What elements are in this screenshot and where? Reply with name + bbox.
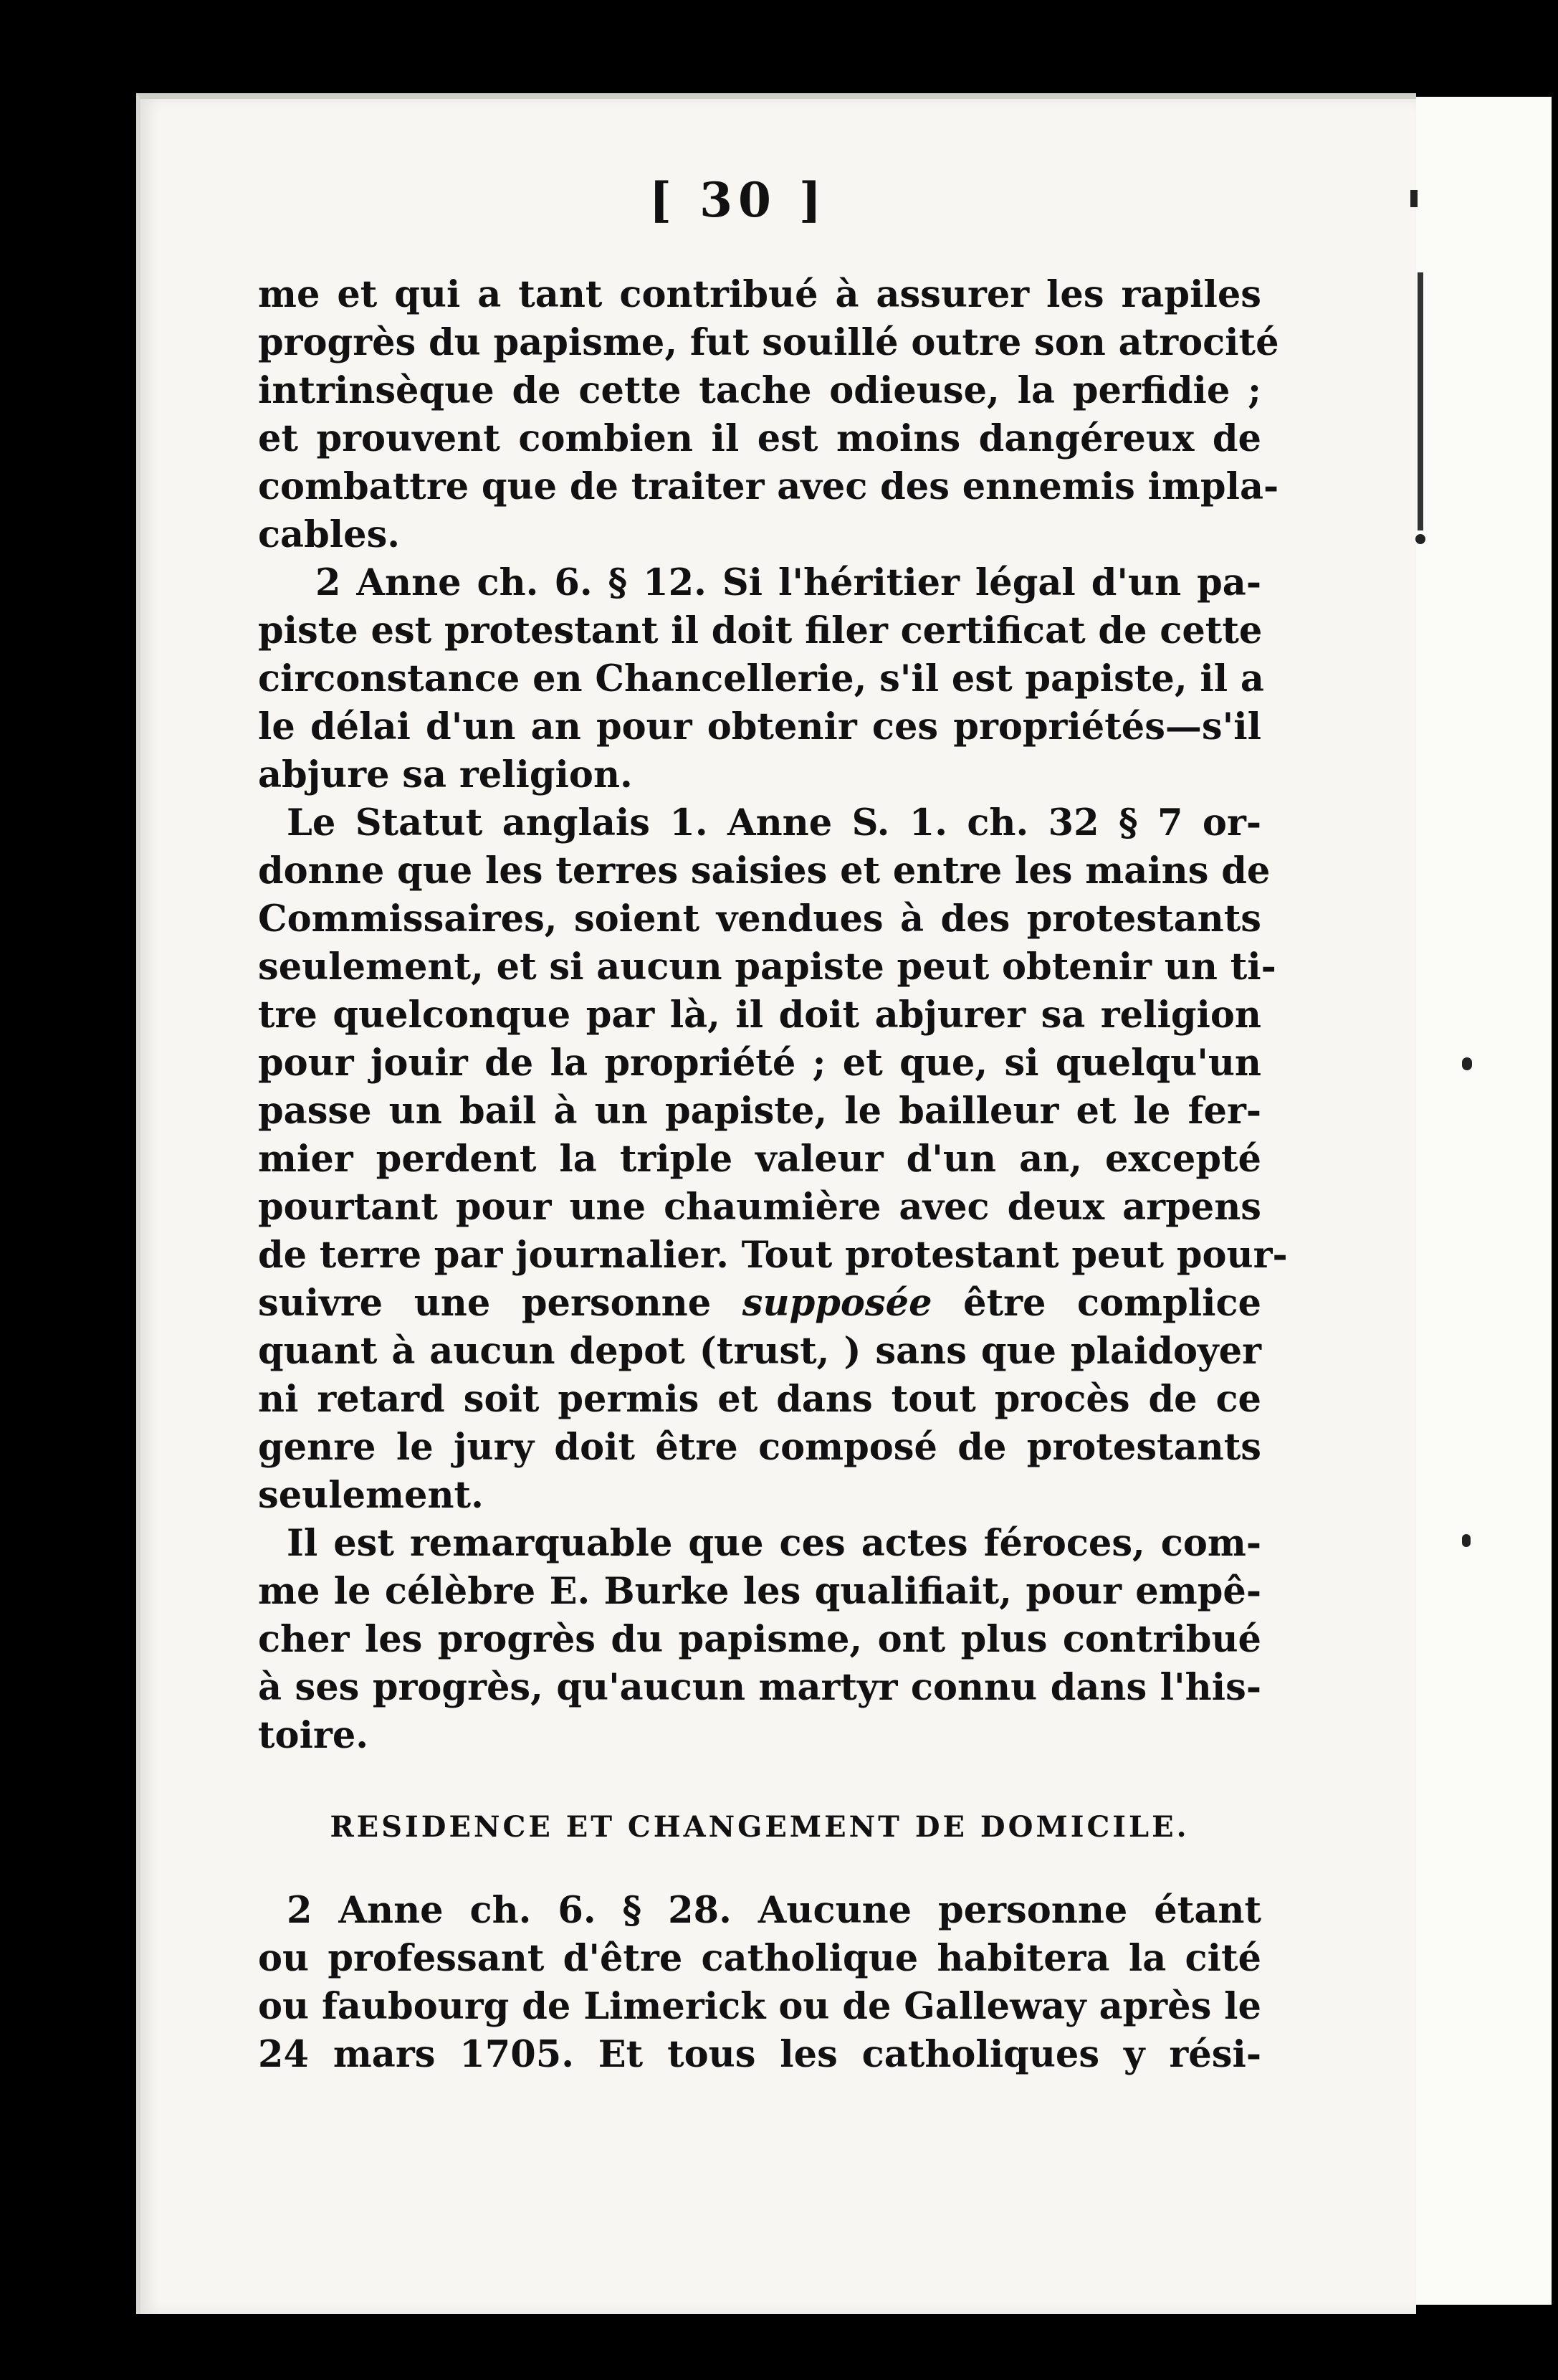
text-line: intrinsèque de cette tache odieuse, la perfidie ;	[258, 369, 1261, 412]
text-line: de terre par journalier. Tout protestant peut pour-	[258, 1234, 1288, 1277]
facing-page-edge	[1408, 97, 1552, 2305]
text-line: passe un bail à un papiste, le bailleur et le fer-	[258, 1090, 1261, 1133]
paragraph-3	[258, 799, 1288, 1520]
margin-mark	[1410, 190, 1418, 207]
final-paragraph	[258, 1887, 1261, 2079]
text-line: à ses progrès, qu'aucun martyr connu dans l'his-	[258, 1666, 1261, 1709]
text-line: Commissaires, soient vendues à des protestants	[258, 898, 1261, 941]
page-number: [ 30 ]	[649, 172, 828, 228]
text-line: et prouvent combien il est moins dangéreux de	[258, 417, 1261, 460]
text-line: le délai d'un an pour obtenir ces propriétés—s'il	[258, 705, 1261, 748]
paragraph-2	[258, 559, 1264, 799]
text-line: mier perdent la triple valeur d'un an, excepté	[258, 1138, 1261, 1181]
text-line: 24 mars 1705. Et tous les catholiques y rési-	[258, 2033, 1261, 2076]
text-line: toire.	[258, 1714, 369, 1757]
text-line: ni retard soit permis et dans tout procès de ce	[258, 1378, 1261, 1421]
text-segment: suivre une personne	[258, 1282, 712, 1325]
text-line: seulement, et si aucun papiste peut obtenir un ti-	[258, 946, 1276, 989]
text-line: ou professant d'être catholique habitera la cité	[258, 1937, 1261, 1980]
paragraph-1	[258, 271, 1279, 559]
margin-rule	[1418, 272, 1423, 530]
text-line: cables.	[258, 513, 401, 556]
text-line: ou faubourg de Limerick ou de Galleway après le	[258, 1985, 1261, 2028]
text-line: me et qui a tant contribué à assurer les rapiles	[258, 273, 1261, 316]
text-line: me le célèbre E. Burke les qualifiait, pour empê-	[258, 1570, 1261, 1613]
page-text	[258, 172, 1288, 2079]
text-line: 2 Anne ch. 6. § 28. Aucune personne étant	[287, 1889, 1261, 1932]
text-line: Il est remarquable que ces actes féroces, com-	[287, 1522, 1261, 1565]
paragraph-4	[258, 1520, 1261, 1760]
text-segment: être complice	[963, 1282, 1261, 1325]
text-line: pour jouir de la propriété ; et que, si quelqu'un	[258, 1042, 1261, 1085]
margin-mark	[1415, 534, 1425, 544]
text-line: tre quelconque par là, il doit abjurer sa religion	[258, 994, 1261, 1037]
text-line: genre le jury doit être composé de protestants	[258, 1426, 1261, 1469]
text-line: abjure sa religion.	[258, 753, 633, 796]
text-line: cher les progrès du papisme, ont plus contribué	[258, 1618, 1261, 1661]
text-line: seulement.	[258, 1474, 484, 1517]
text-line: piste est protestant il doit filer certificat de cette	[258, 609, 1263, 652]
text-line: 2 Anne ch. 6. § 12. Si l'héritier légal d'un pa-	[315, 561, 1261, 604]
text-line: quant à aucun depot (trust, ) sans que plaidoyer	[258, 1330, 1261, 1373]
text-line: Le Statut anglais 1. Anne S. 1. ch. 32 § 7 or-	[287, 801, 1261, 844]
text-line: progrès du papisme, fut souillé outre son atrocité	[258, 321, 1279, 364]
margin-mark	[1462, 1534, 1471, 1547]
text-line: circonstance en Chancellerie, s'il est papiste, il a	[258, 657, 1264, 700]
margin-mark	[1462, 1057, 1472, 1070]
section-heading: RESIDENCE ET CHANGEMENT DE DOMICILE.	[330, 1810, 1190, 1844]
text-line: pourtant pour une chaumière avec deux arpens	[258, 1186, 1261, 1229]
text-line: donne que les terres saisies et entre les mains de	[258, 849, 1271, 892]
italic-word: supposée	[742, 1282, 932, 1325]
text-line-with-italic	[258, 1280, 1261, 1328]
text-line: combattre que de traiter avec des ennemis impla-	[258, 465, 1279, 508]
